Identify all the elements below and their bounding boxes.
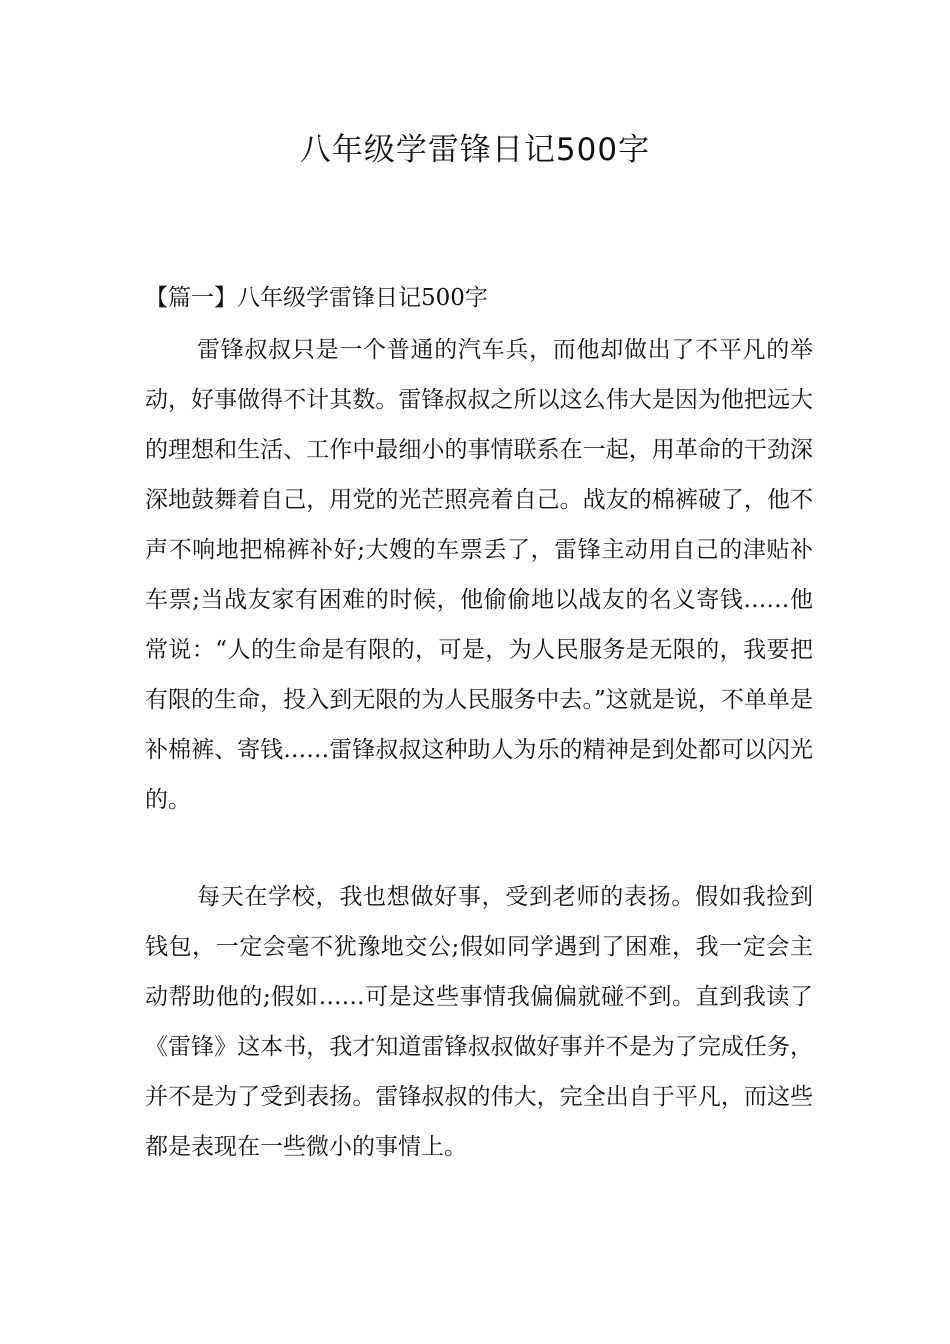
document-title: 八年级学雷锋日记500字: [299, 132, 651, 168]
section-heading: 【篇一】八年级学雷锋日记500字: [145, 285, 488, 311]
paragraph-1: 雷锋叔叔只是一个普通的汽车兵，而他却做出了不平凡的举动，好事做得不计其数。雷锋叔叔之所以这么伟大是因为他把远大的理想和生活、工作中最细小的事情联系在一起，用革命的干劲深深地鼓舞着自己，用党的光芒照亮着自己。战友的棉裤破了，他不声不响地把棉裤补好;大嫂的车票丢了，雷锋主动用自己的津贴补车票;当战友家有困难的时候，他偷偷地以战友的名义寄钱……他常说：“人的生命是有限的，可是，为人民服务是无限的，我要把有限的生命，投入到无限的为人民服务中去。”这就是说，不单单是补棉裤、寄钱……雷锋叔叔这种助人为乐的精神是到处都可以闪光的。: [145, 337, 813, 813]
paragraph-2: 每天在学校，我也想做好事，受到老师的表扬。假如我捡到钱包，一定会毫不犹豫地交公;假如同学遇到了困难，我一定会主动帮助他的;假如……可是这些事情我偏偏就碰不到。直到我读了《雷锋》这本书，我才知道雷锋叔叔做好事并不是为了完成任务，并不是为了受到表扬。雷锋叔叔的伟大，完全出自于平凡，而这些都是表现在一些微小的事情上。: [145, 884, 813, 1160]
